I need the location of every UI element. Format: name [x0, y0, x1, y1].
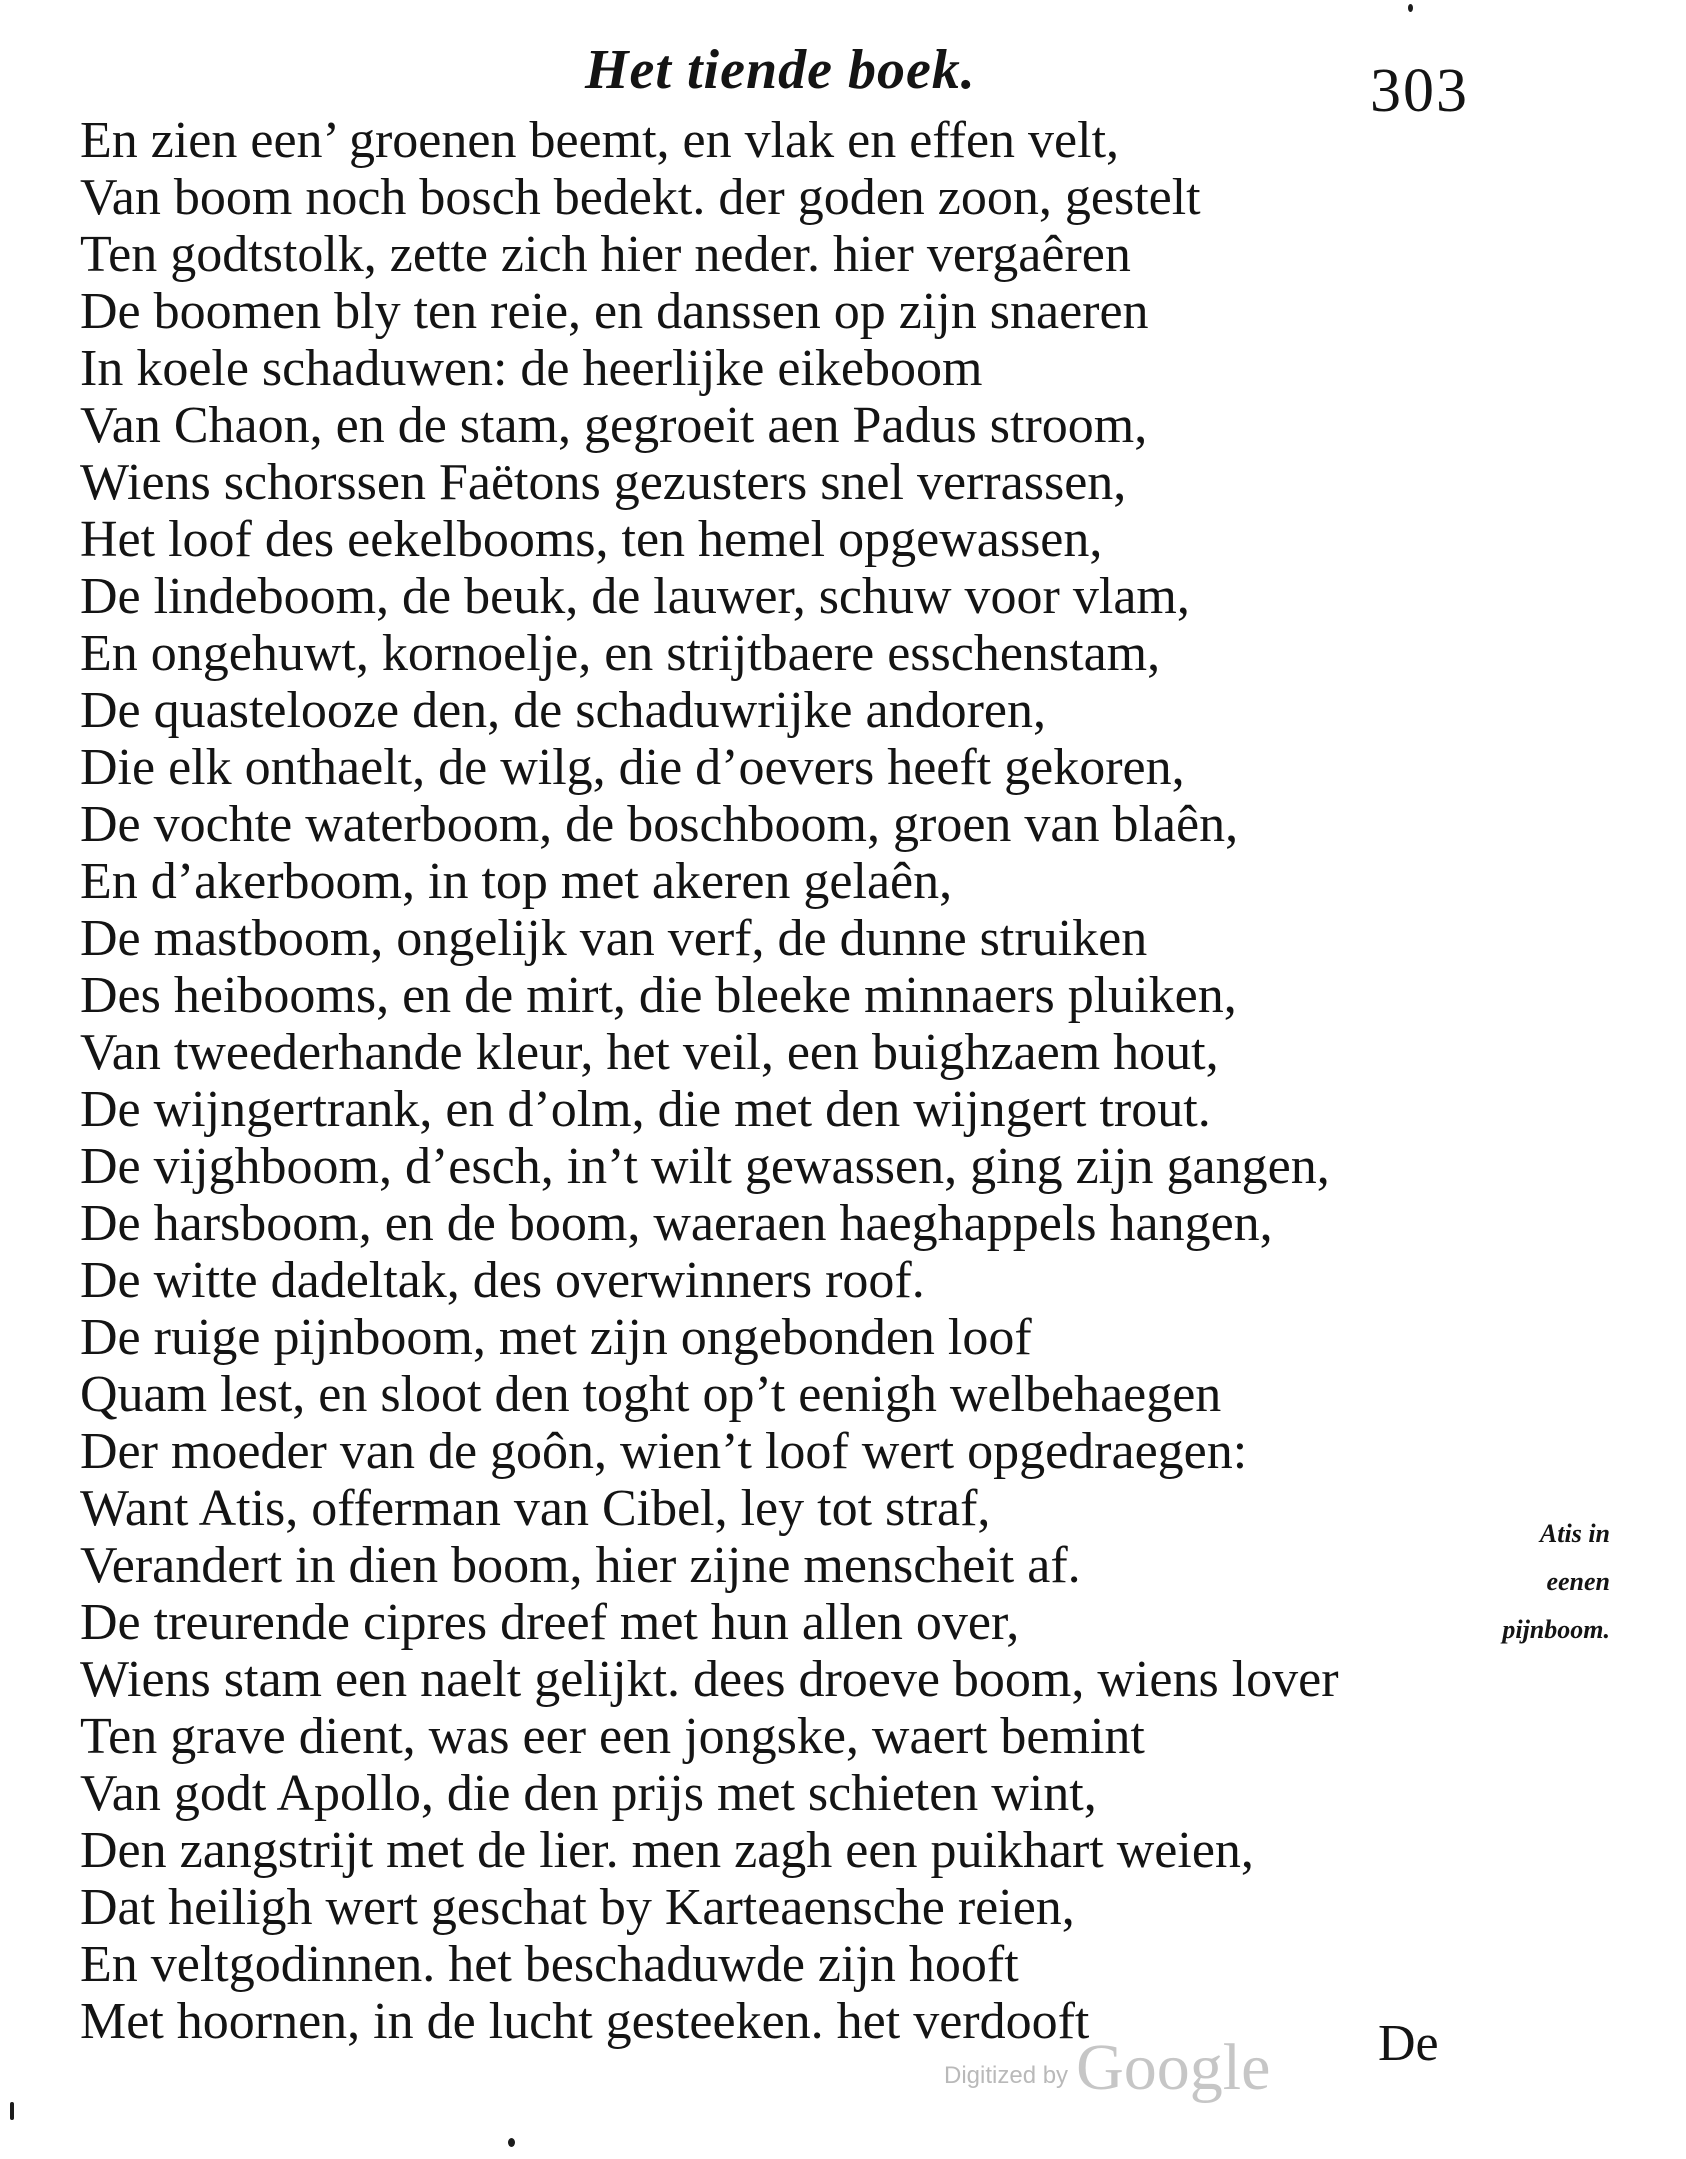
poem-line: Der moeder van de goôn, wien’t loof wert opgedraegen:: [80, 1423, 1248, 1480]
poem-line: Wiens stam een naelt gelijkt. dees droeve boom, wiens lover: [80, 1651, 1339, 1708]
poem-line: In koele schaduwen: de heerlijke eikeboom: [80, 340, 983, 397]
margin-note-line: Atis in: [1539, 1519, 1610, 1548]
poem-line: En d’akerboom, in top met akeren gelaên,: [80, 853, 953, 910]
poem-line: Ten godtstolk, zette zich hier neder. hier vergaêren: [80, 226, 1131, 283]
poem-line: Ten grave dient, was eer een jongske, waert bemint: [80, 1708, 1145, 1765]
poem-line: De ruige pijnboom, met zijn ongebonden loof: [80, 1309, 1032, 1366]
poem-line: Die elk onthaelt, de wilg, die d’oevers heeft gekoren,: [80, 739, 1185, 796]
poem-line: En zien een’ groenen beemt, en vlak en effen velt,: [80, 112, 1120, 169]
poem-line: De lindeboom, de beuk, de lauwer, schuw voor vlam,: [80, 568, 1190, 625]
watermark-prefix: Digitized by: [944, 2062, 1069, 2089]
poem-line: De witte dadeltak, des overwinners roof.: [80, 1252, 925, 1309]
scan-speck: [1408, 4, 1413, 12]
scan-speck: [10, 2102, 14, 2120]
watermark-brand: Google: [1076, 2031, 1271, 2104]
poem-line: De treurende cipres dreef met hun allen over,: [80, 1594, 1020, 1651]
poem-line: Want Atis, offerman van Cibel, ley tot straf,: [80, 1480, 991, 1537]
poem-line: De mastboom, ongelijk van verf, de dunne struiken: [80, 910, 1148, 967]
poem-line: De vochte waterboom, de boschboom, groen van blaên,: [80, 796, 1239, 853]
digitized-by-watermark: [944, 2030, 1270, 2106]
margin-note-line: eenen: [1546, 1567, 1610, 1596]
poem-line: Van tweederhande kleur, het veil, een buighzaem hout,: [80, 1024, 1219, 1081]
page-number: 303: [1370, 57, 1469, 125]
margin-note: [1440, 1510, 1610, 1654]
catchword: De: [1378, 2015, 1439, 2072]
poem-line: En veltgodinnen. het beschaduwde zijn hooft: [80, 1936, 1019, 1993]
poem-line: Van boom noch bosch bedekt. der goden zoon, gestelt: [80, 169, 1201, 226]
poem-line: De harsboom, en de boom, waeraen haeghappels hangen,: [80, 1195, 1273, 1252]
poem-line: Het loof des eekelbooms, ten hemel opgewassen,: [80, 511, 1103, 568]
poem-line: De vijghboom, d’esch, in’t wilt gewassen, ging zijn gangen,: [80, 1138, 1330, 1195]
poem-line: Dat heiligh wert geschat by Karteaensche reien,: [80, 1879, 1075, 1936]
poem-line: De quastelooze den, de schaduwrijke andoren,: [80, 682, 1046, 739]
margin-note-line: pijnboom.: [1502, 1615, 1610, 1644]
poem-line: Verandert in dien boom, hier zijne menscheit af.: [80, 1537, 1081, 1594]
scan-speck: [508, 2138, 515, 2147]
poem-line: De wijngertrank, en d’olm, die met den wijngert trout.: [80, 1081, 1211, 1138]
running-title: Het tiende boek.: [585, 39, 976, 101]
poem-line: En ongehuwt, kornoelje, en strijtbaere esschenstam,: [80, 625, 1161, 682]
poem-line: Den zangstrijt met de lier. men zagh een puikhart weien,: [80, 1822, 1254, 1879]
poem-line: Met hoornen, in de lucht gesteeken. het verdooft: [80, 1993, 1090, 2050]
poem-line: De boomen bly ten reie, en danssen op zijn snaeren: [80, 283, 1149, 340]
poem-line: Wiens schorssen Faëtons gezusters snel verrassen,: [80, 454, 1127, 511]
poem-line: Des heibooms, en de mirt, die bleeke minnaers pluiken,: [80, 967, 1237, 1024]
poem-text: [80, 112, 1339, 2050]
poem-line: Van Chaon, en de stam, gegroeit aen Padus stroom,: [80, 397, 1148, 454]
poem-line: Quam lest, en sloot den toght op’t eenigh welbehaegen: [80, 1366, 1222, 1423]
poem-line: Van godt Apollo, die den prijs met schieten wint,: [80, 1765, 1097, 1822]
